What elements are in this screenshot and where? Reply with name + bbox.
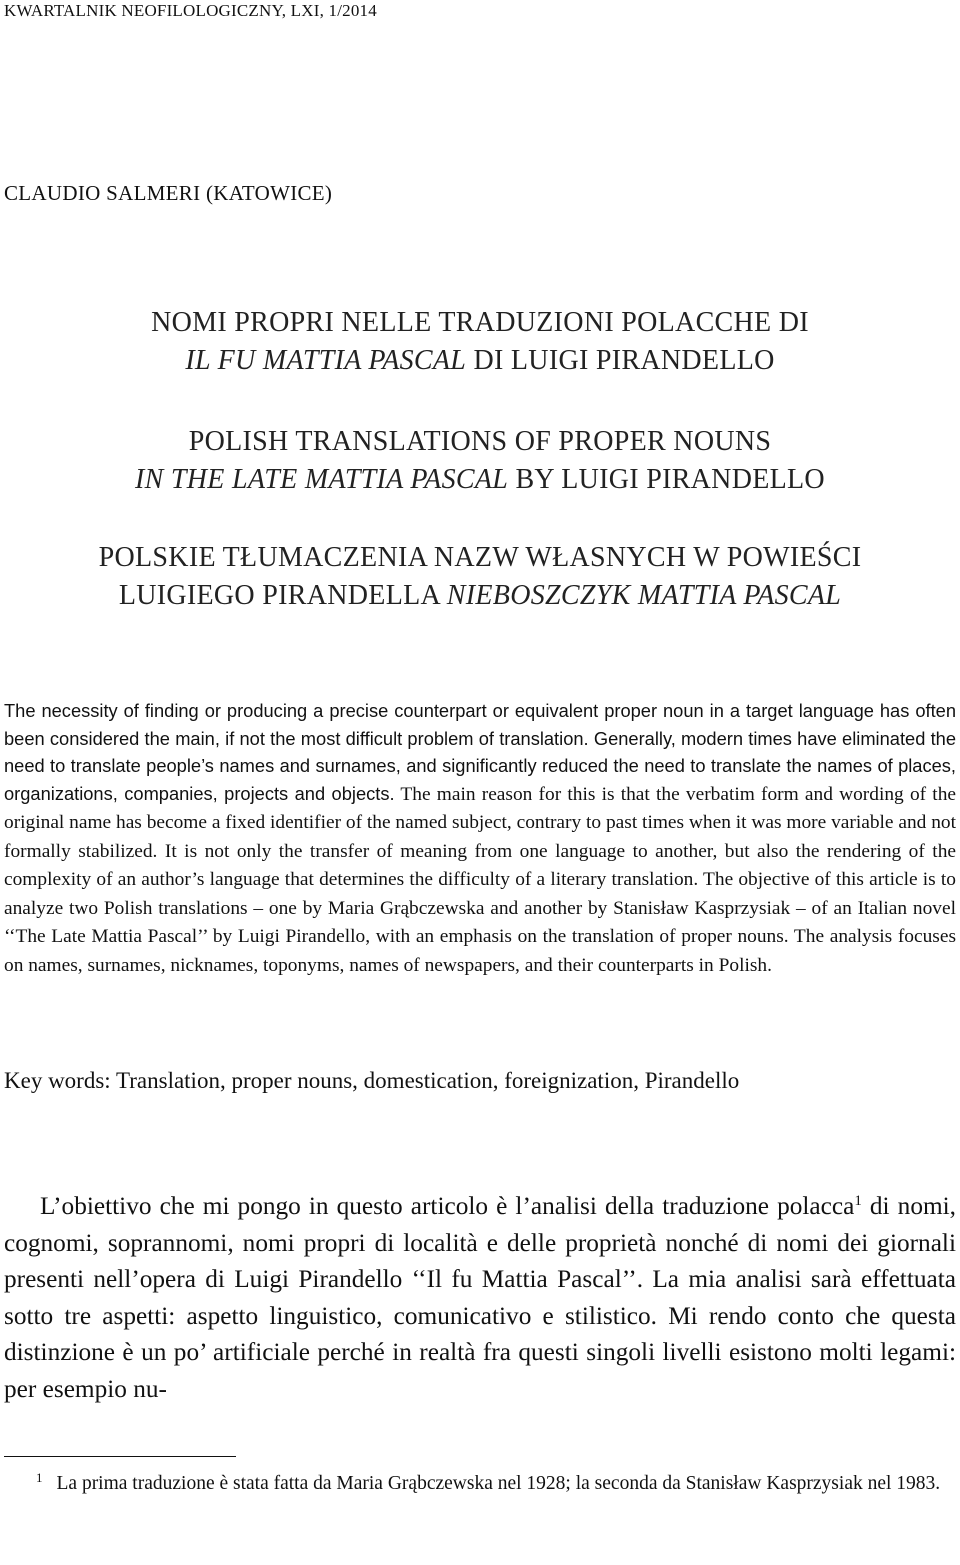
author-line: CLAUDIO SALMERI (KATOWICE) xyxy=(4,181,333,205)
abstract-paragraph xyxy=(4,697,956,979)
title-italian-line1: NOMI PROPRI NELLE TRADUZIONI POLACCHE DI xyxy=(151,307,809,338)
body-text-rest: di nomi, cognomi, soprannomi, nomi propri di località e delle proprietà nonché di nomi dei giornali presenti nell’opera di Luigi Pirandello ‘‘Il fu Mattia Pascal’’. La mia analisi sarà effettuata sotto tre aspetti: aspetto linguistico, comunicativo e stilistico. Mi rendo conto che questa distinzione è un po’ artificiale perché in realtà fra questi singoli livelli esistono molti legami: per esempio nu- xyxy=(4,1192,956,1403)
title-english-novel: IN THE LATE MATTIA PASCAL xyxy=(135,464,509,495)
footnote xyxy=(4,1470,956,1497)
title-polish-line2 xyxy=(0,577,960,615)
title-polish-line1: POLSKIE TŁUMACZENIA NAZW WŁASNYCH W POWIEŚCI xyxy=(98,542,862,573)
footnote-reference[interactable]: 1 xyxy=(854,1193,862,1209)
footnote-paragraph xyxy=(4,1470,956,1497)
body-paragraph xyxy=(4,1188,956,1408)
abstract xyxy=(4,697,956,979)
title-italian xyxy=(0,304,960,380)
title-polish-novel: NIEBOSZCZYK MATTIA PASCAL xyxy=(446,580,842,611)
title-italian-line2 xyxy=(0,342,960,380)
keywords: Key words: Translation, proper nouns, domestication, foreignization, Pirandello xyxy=(4,1068,740,1093)
title-english xyxy=(0,423,960,499)
abstract-part2: The main reason for this is that the verbatim form and wording of the original name has become a fixed identifier of the named subject, contrary to past times when it was more variable and not formally stabilized. It is not only the transfer of meaning from one language to another, but also the rendering of the complexity of an author’s language that determines the difficulty of a literary translation. The objective of this article is to analyze two Polish translations – one by Maria Grąbczewska and another by Stanisław Kasprzysiak – of an Italian novel ‘‘The Late Mattia Pascal’’ by Luigi Pirandello, with an emphasis on the translation of proper nouns. The analysis focuses on names, surnames, nicknames, toponyms, names of newspapers, and their counterparts in Polish. xyxy=(4,783,956,976)
footnote-number: 1 xyxy=(36,1470,43,1485)
title-italian-novel: IL FU MATTIA PASCAL xyxy=(185,345,467,376)
body-text-start: L’obiettivo che mi pongo in questo articolo è l’analisi della traduzione polacca xyxy=(40,1192,855,1220)
footnote-text: La prima traduzione è stata fatta da Maria Grąbczewska nel 1928; la seconda da Stanisław Kasprzysiak nel 1983. xyxy=(56,1473,941,1494)
title-italian-author: DI LUIGI PIRANDELLO xyxy=(466,345,775,376)
title-english-line1: POLISH TRANSLATIONS OF PROPER NOUNS xyxy=(188,426,772,457)
body-text xyxy=(4,1188,956,1408)
title-english-line2 xyxy=(0,461,960,499)
title-english-author: BY LUIGI PIRANDELLO xyxy=(508,464,825,495)
footnote-divider xyxy=(4,1456,236,1457)
title-polish xyxy=(0,539,960,615)
journal-header: KWARTALNIK NEOFILOLOGICZNY, LXI, 1/2014 xyxy=(4,1,377,20)
abstract-part1: The necessity of finding or producing a precise counterpart or equivalent proper noun in a target language has often been considered the main, if not the most difficult problem of translation. Generally, modern times have eliminated the need to translate people’s names and surnames, and significantly reduced the need to translate the names of places, organizations, companies, projects and objects. xyxy=(4,700,956,804)
title-polish-author: LUIGIEGO PIRANDELLA xyxy=(118,580,447,611)
